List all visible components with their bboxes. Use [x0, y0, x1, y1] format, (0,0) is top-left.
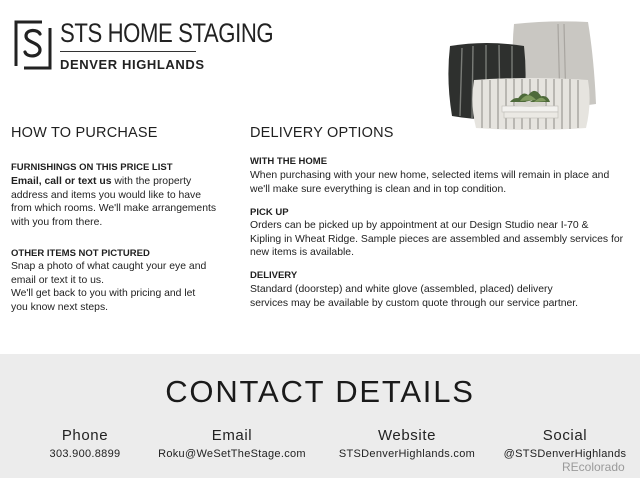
other-items-text: [11, 260, 236, 314]
furnishings-line: from which rooms. We'll make arrangements: [11, 203, 217, 215]
furnishings-line: with the property: [111, 176, 192, 187]
contact-title: CONTACT DETAILS: [165, 374, 475, 409]
brand-location: DENVER HIGHLANDS: [60, 57, 205, 72]
furnishings-text: [11, 175, 236, 229]
website-label: Website: [377, 427, 437, 444]
watermark: REcolorado: [562, 460, 625, 474]
delivery-line: Standard (doorstep) and white glove (assembled, placed) delivery: [250, 284, 553, 295]
furnishings-title: FURNISHINGS ON THIS PRICE LIST: [11, 162, 173, 173]
how-to-purchase-heading: HOW TO PURCHASE: [11, 125, 158, 141]
phone-label: Phone: [61, 427, 109, 444]
social-value[interactable]: @STSDenverHighlands: [503, 448, 627, 460]
phone-value[interactable]: 303.900.8899: [49, 448, 121, 460]
delivery-options-heading: DELIVERY OPTIONS: [250, 125, 394, 141]
delivery-line: services may be available by custom quote through our service partner.: [250, 297, 579, 309]
delivery-title: DELIVERY: [250, 270, 298, 281]
social-label: Social: [542, 427, 588, 444]
email-value[interactable]: Roku@WeSetTheStage.com: [158, 448, 306, 460]
other-items-line: you know next steps.: [11, 301, 109, 313]
with-home-line: When purchasing with your new home, selected items will remain in place and: [250, 170, 610, 181]
delivery-text: [250, 283, 640, 310]
furnishings-line: address and items you would like to have: [11, 189, 202, 201]
pick-up-text: [250, 219, 640, 260]
sts-monogram-icon: [12, 18, 54, 72]
with-home-title: WITH THE HOME: [250, 156, 328, 167]
pick-up-line: Orders can be picked up by appointment at our Design Studio near I-70 &: [250, 220, 589, 231]
furnishings-line: with you from there.: [11, 216, 103, 228]
brand-name: STS HOME STAGING: [60, 18, 274, 48]
email-label: Email: [211, 427, 253, 444]
pick-up-line: Kipling in Wheat Ridge. Sample pieces are assembled and assembly services for: [250, 233, 624, 245]
with-home-text: [250, 169, 640, 196]
furnishings-lead: Email, call or text us: [11, 176, 112, 187]
brand-divider: [60, 51, 196, 52]
other-items-line: Snap a photo of what caught your eye and: [11, 261, 207, 272]
stacked-pillows-photo: [446, 18, 606, 130]
other-items-line: We'll get back to you with pricing and let: [11, 288, 196, 300]
pick-up-title: PICK UP: [250, 207, 289, 218]
website-value[interactable]: STSDenverHighlands.com: [338, 448, 476, 460]
other-items-title: OTHER ITEMS NOT PICTURED: [11, 248, 150, 259]
other-items-line: email or text it to us.: [11, 274, 104, 286]
with-home-line: we'll make sure everything is clean and in top condition.: [250, 183, 507, 195]
pick-up-line: new items is available.: [250, 247, 354, 259]
